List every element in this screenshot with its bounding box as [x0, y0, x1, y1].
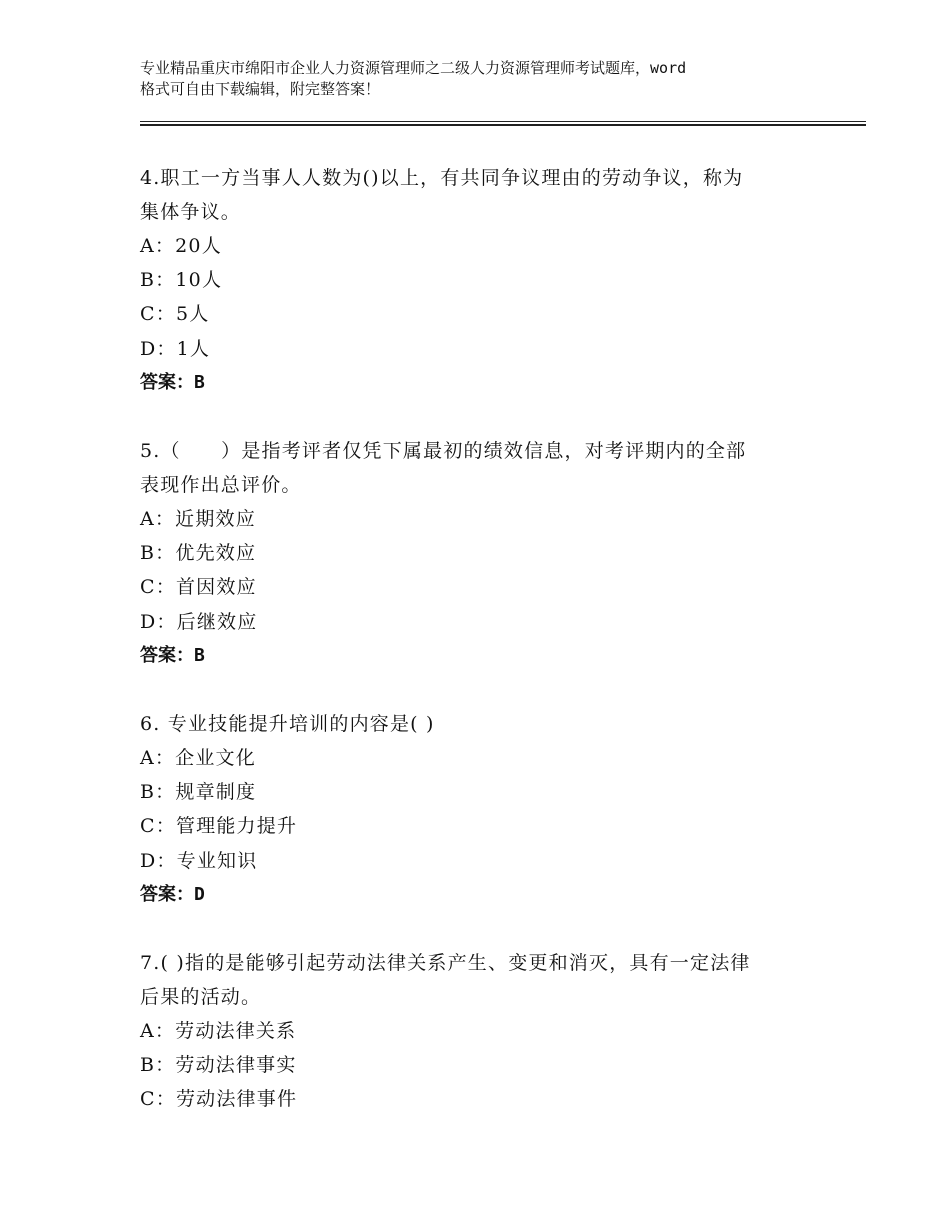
option-c: C：劳动法律事件: [140, 1088, 298, 1111]
option-a: A：近期效应: [140, 508, 256, 530]
option-a: A：企业文化: [140, 747, 256, 769]
question-stem-line: 后果的活动。: [140, 986, 262, 1008]
question-7: [140, 946, 840, 1117]
header-line-1: 专业精品重庆市绵阳市企业人力资源管理师之二级人力资源管理师考试题库，word: [140, 59, 687, 77]
answer-line: 答案：B: [140, 644, 205, 666]
question-stem-line: 集体争议。: [140, 201, 242, 223]
option-c: C：首因效应: [140, 576, 257, 599]
option-d: D：后继效应: [140, 610, 258, 633]
option-d: D：1人: [140, 337, 211, 360]
option-b: B：规章制度: [140, 781, 257, 804]
option-c: C：管理能力提升: [140, 815, 298, 838]
option-d: D：专业知识: [140, 849, 258, 872]
option-b: B：优先效应: [140, 542, 257, 565]
option-b: B：劳动法律事实: [140, 1054, 297, 1077]
header-line-2: 格式可自由下载编辑，附完整答案！: [140, 80, 381, 98]
question-stem-line: 7.( )指的是能够引起劳动法律关系产生、变更和消灭，具有一定法律: [140, 952, 751, 974]
question-stem-line: 4.职工一方当事人人数为()以上，有共同争议理由的劳动争议，称为: [140, 167, 744, 189]
option-b: B：10人: [140, 269, 223, 292]
document-header: [140, 58, 840, 100]
header-divider: [140, 121, 866, 126]
option-a: A：劳动法律关系: [140, 1020, 297, 1042]
question-stem-line: 6. 专业技能提升培训的内容是( ): [140, 713, 435, 735]
answer-line: 答案：D: [140, 883, 205, 905]
question-4: [140, 161, 840, 400]
question-stem-line: 表现作出总评价。: [140, 474, 302, 496]
question-6: [140, 707, 840, 912]
question-stem-line: 5.（ ）是指考评者仅凭下属最初的绩效信息，对考评期内的全部: [140, 440, 747, 462]
question-5: [140, 434, 840, 673]
option-a: A：20人: [140, 235, 222, 257]
option-c: C：5人: [140, 303, 210, 326]
answer-line: 答案：B: [140, 371, 205, 393]
